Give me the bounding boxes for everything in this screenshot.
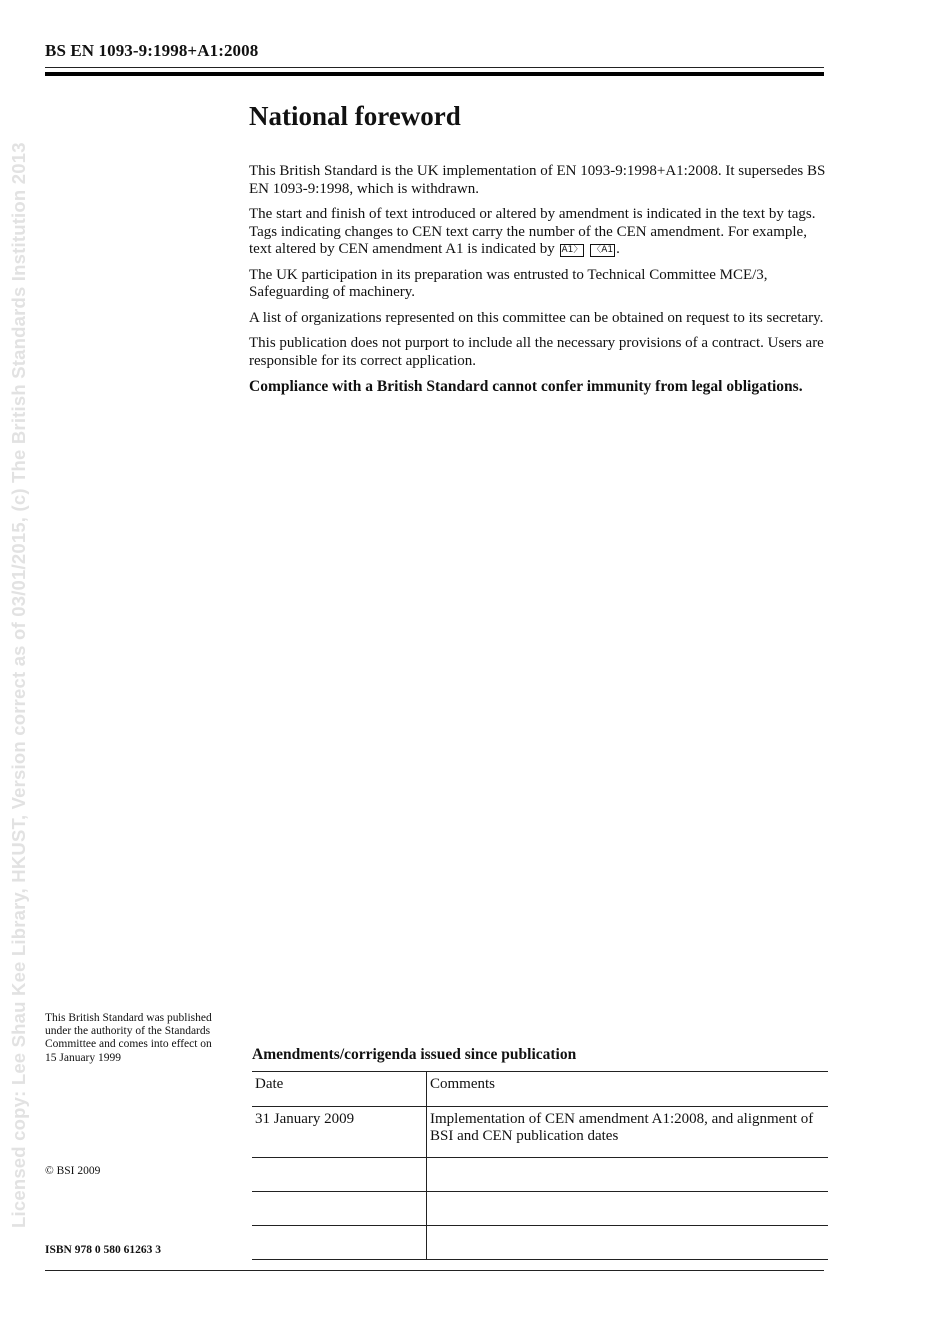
isbn: ISBN 978 0 580 61263 3 (45, 1244, 161, 1256)
page-title: National foreword (249, 101, 461, 131)
paragraph-committee: The UK participation in its preparation was entrusted to Technical Committee MCE/3, Safeguarding of machinery. (249, 266, 768, 300)
table-cell-comments (427, 1192, 829, 1226)
header-rule-thick (45, 72, 824, 76)
table-row (252, 1158, 828, 1192)
document-number: BS EN 1093-9:1998+A1:2008 (45, 41, 259, 60)
column-header-date: Date (252, 1072, 427, 1107)
table-cell-date (252, 1192, 427, 1226)
paragraph-disclaimer: This publication does not purport to include all the necessary provisions of a contract. Users are responsible for its correct application. (249, 335, 824, 369)
table-cell-comments (427, 1158, 829, 1192)
column-header-comments: Comments (427, 1072, 829, 1107)
footer-rule (45, 1270, 824, 1271)
paragraph-organizations: A list of organizations represented on this committee can be obtained on request to its secretary. (249, 309, 824, 326)
license-watermark: Licensed copy: Lee Shau Kee Library, HKUST, Version correct as of 03/01/2015, (c) The British Standards Institution 2013 (8, 142, 29, 1228)
table-cell-comments: Implementation of CEN amendment A1:2008, and alignment of BSI and CEN publication dates (427, 1107, 829, 1158)
table-row (252, 1226, 828, 1260)
table-cell-date (252, 1158, 427, 1192)
paragraph-period: . (616, 241, 620, 257)
header-rule-thin (45, 67, 824, 68)
publication-note: This British Standard was published under the authority of the Standards Committee and comes into effect on 15 January 1999 (45, 1012, 212, 1064)
paragraph-amendment-tags-text: The start and finish of text introduced or altered by amendment is indicated in the text by tags. Tags indicating changes to CEN text carry the number of the CEN amendment. For example, text altered by CEN amendment A1 is indicated by (249, 206, 816, 257)
table-header-row (252, 1072, 828, 1107)
paragraph-implementation: This British Standard is the UK implementation of EN 1093-9:1998+A1:2008. It supersedes BS EN 1093-9:1998, which is withdrawn. (249, 163, 826, 197)
table-cell-comments (427, 1226, 829, 1260)
copyright: © BSI 2009 (45, 1165, 101, 1177)
amendment-start-tag-icon: A1〉 (561, 245, 583, 255)
amendment-end-tag-icon: 〈A1 (592, 245, 614, 255)
paragraph-compliance: Compliance with a British Standard cannot confer immunity from legal obligations. (249, 378, 803, 395)
table-row (252, 1107, 828, 1158)
paragraph-amendment-tags (249, 206, 829, 259)
table-cell-date: 31 January 2009 (252, 1107, 427, 1158)
foreword-body (249, 163, 829, 404)
table-row (252, 1192, 828, 1226)
amendments-title: Amendments/corrigenda issued since publication (252, 1046, 577, 1063)
amendments-table (252, 1071, 828, 1260)
table-cell-date (252, 1226, 427, 1260)
